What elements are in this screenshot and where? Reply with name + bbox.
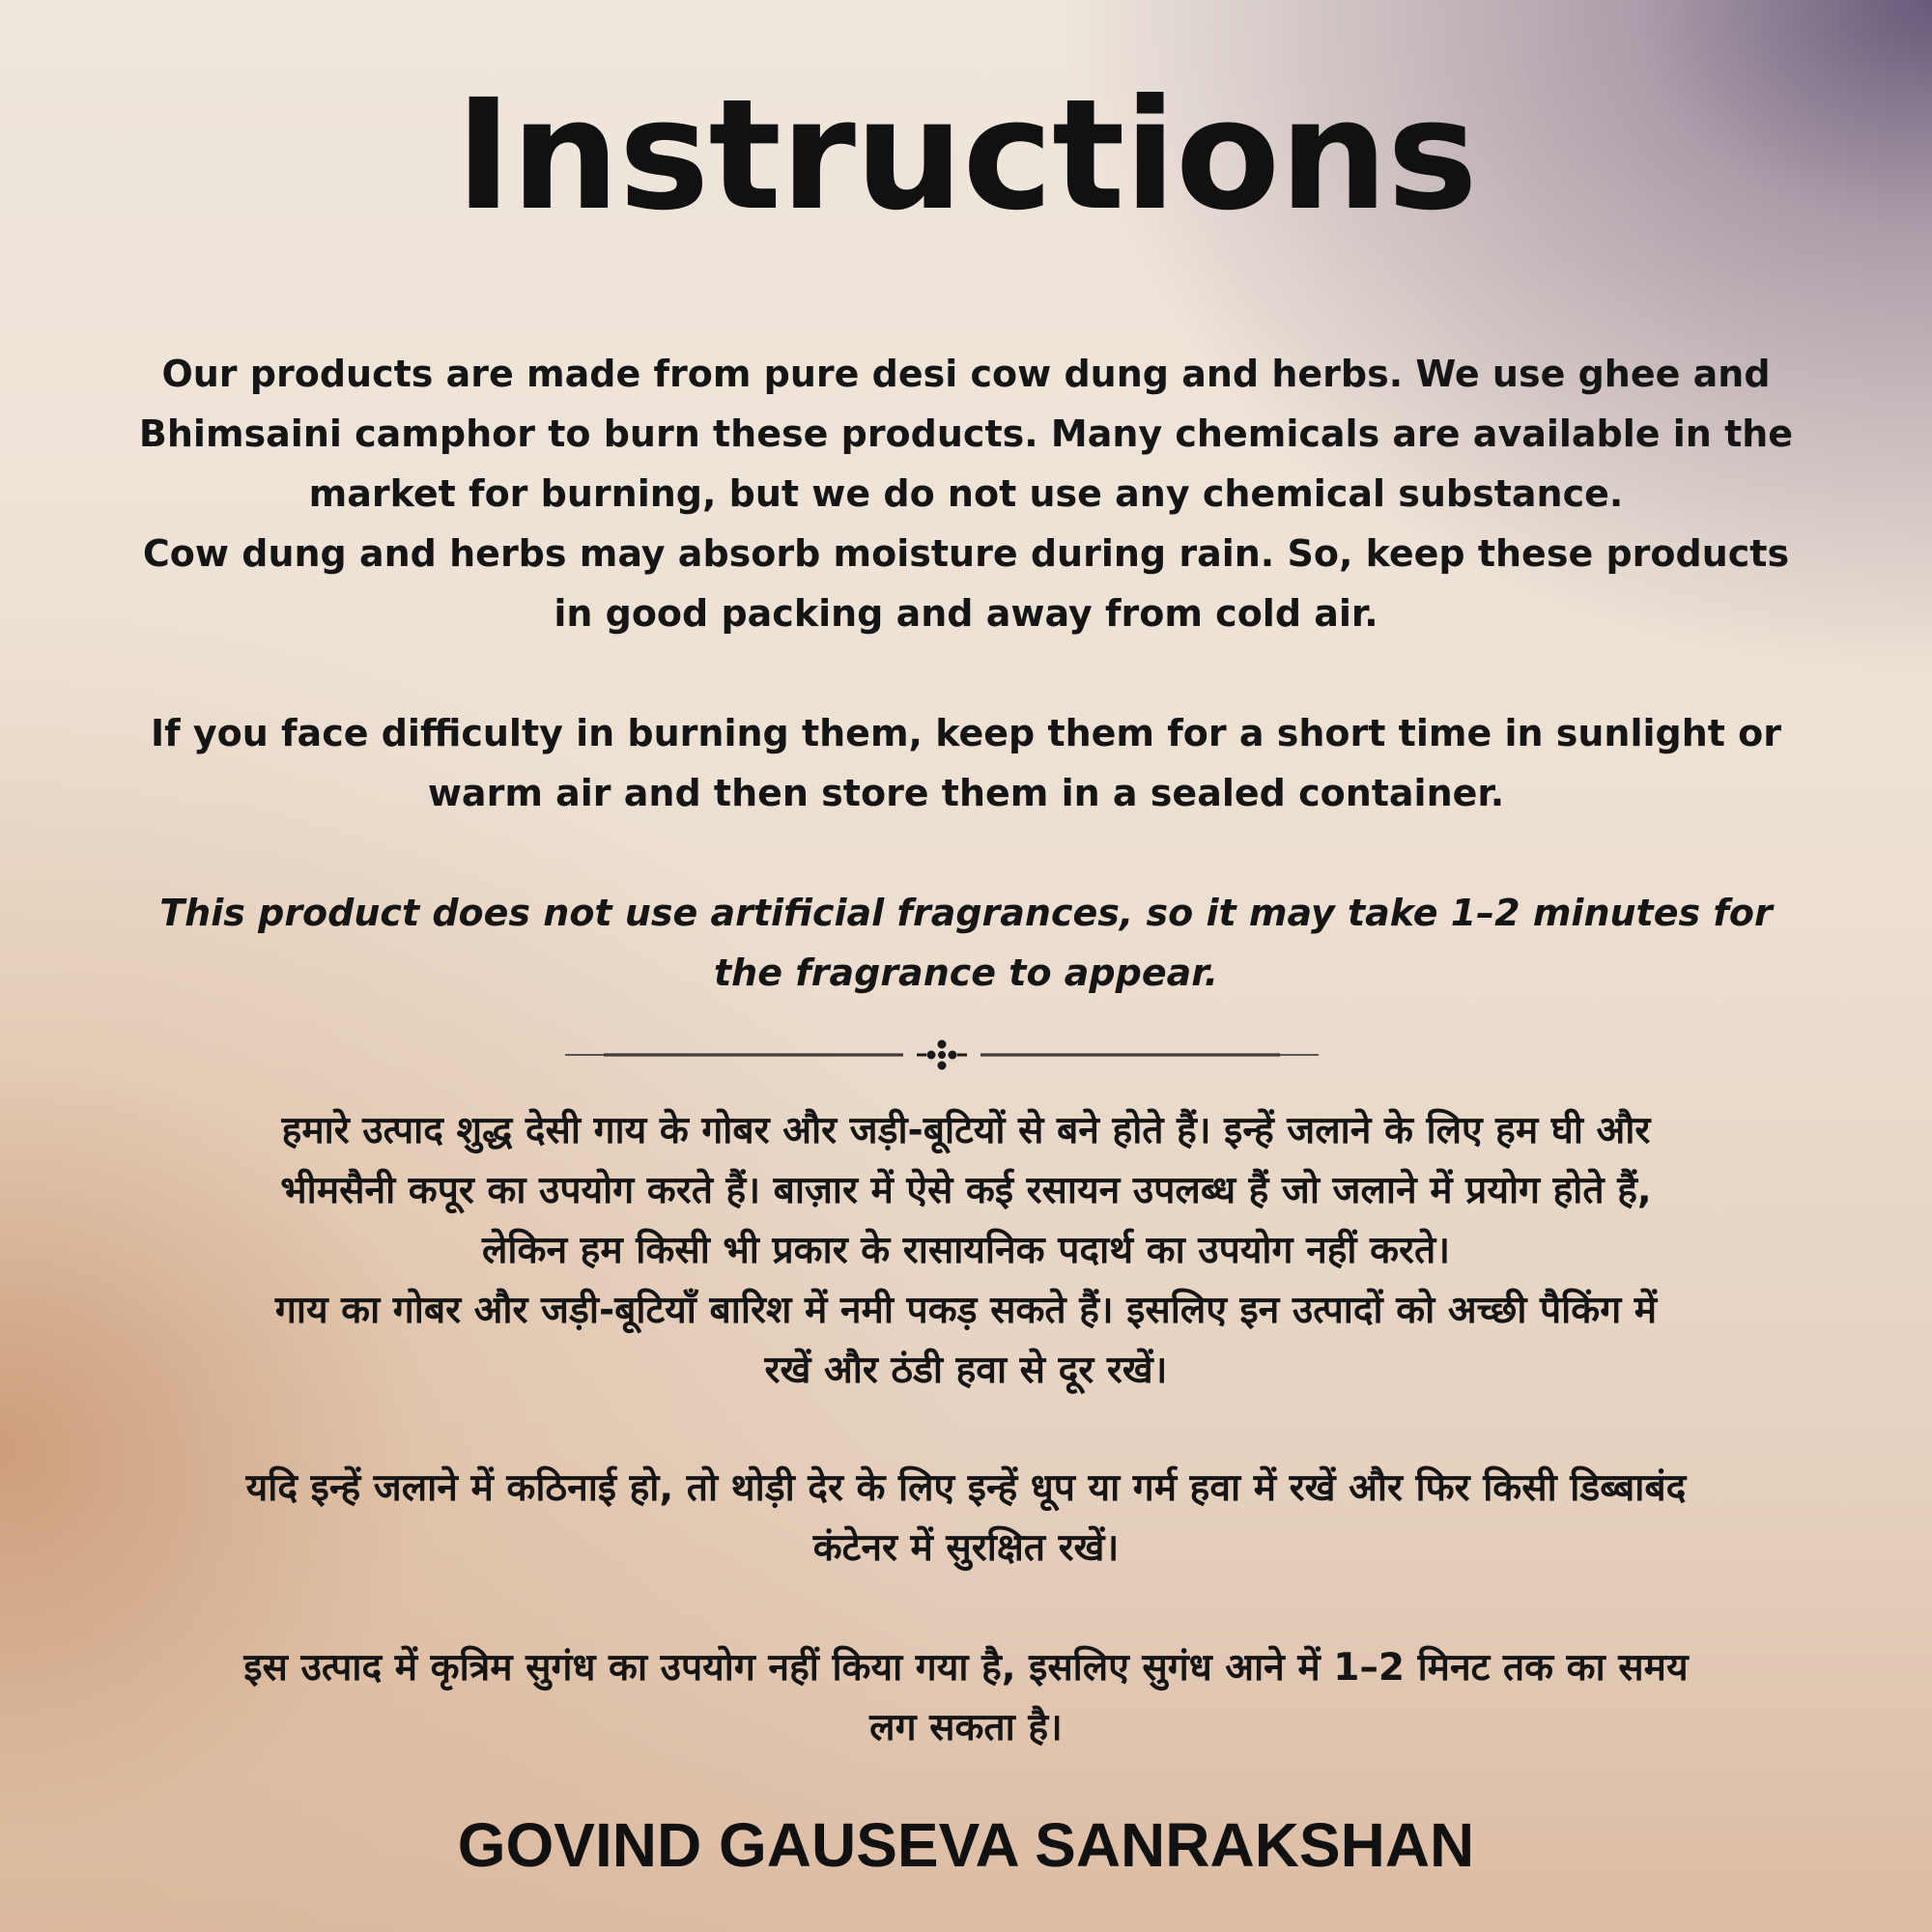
text-line: Bhimsaini camphor to burn these products. Many chemicals are available in the <box>138 412 1794 455</box>
text-line: If you face difficulty in burning them, keep them for a short time in sunlight or <box>150 712 1782 754</box>
text-line: भीमसैनी कपूर का उपयोग करते हैं। बाज़ार में ऐसे कई रसायन उपलब्ध हैं जो जलाने में प्रयोग होते हैं, <box>280 1169 1652 1212</box>
text-line: रखें और ठंडी हवा से दूर रखें। <box>764 1349 1168 1392</box>
hindi-paragraph-fragrance-note <box>126 1638 1806 1758</box>
text-line: market for burning, but we do not use any chemical substance. <box>308 472 1624 515</box>
english-paragraph-ingredients <box>126 344 1806 643</box>
text-line: गाय का गोबर और जड़ी-बूटियाँ बारिश में नमी पकड़ सकते हैं। इसलिए इन उत्पादों को अच्छी पैकिंग में <box>274 1289 1658 1332</box>
text-line: लेकिन हम किसी भी प्रकार के रासायनिक पदार्थ का उपयोग नहीं करते। <box>481 1229 1451 1272</box>
text-line: warm air and then store them in a sealed container. <box>427 772 1505 814</box>
text-line: लग सकता है। <box>869 1706 1063 1749</box>
english-paragraph-burning-tips <box>126 703 1806 823</box>
ornament-flourish-icon <box>565 1040 1319 1070</box>
english-paragraph-fragrance-note <box>126 883 1806 1003</box>
hindi-paragraph-burning-tips <box>126 1459 1806 1578</box>
text-line: हमारे उत्पाद शुद्ध देसी गाय के गोबर और जड़ी-बूटियों से बने होते हैं। इन्हें जलाने के लिए हम घी और <box>281 1109 1651 1152</box>
brand-name-footer: GOVIND GAUSEVA SANRAKSHAN <box>457 1810 1475 1880</box>
page-title: Instructions <box>455 67 1477 244</box>
ornament-divider <box>565 1036 1319 1074</box>
hindi-paragraph-ingredients <box>126 1101 1806 1401</box>
text-line: इस उत्पाद में कृत्रिम सुगंध का उपयोग नहीं किया गया है, इसलिए सुगंध आने में 1–2 मिनट तक का समय <box>243 1646 1689 1690</box>
text-line: the fragrance to appear. <box>713 952 1219 994</box>
text-line: कंटेनर में सुरक्षित रखें। <box>812 1526 1120 1570</box>
text-line: This product does not use artificial fragrances, so it may take 1–2 minutes for <box>159 892 1773 934</box>
text-line: Cow dung and herbs may absorb moisture during rain. So, keep these products <box>142 532 1790 575</box>
text-line: यदि इन्हें जलाने में कठिनाई हो, तो थोड़ी देर के लिए इन्हें धूप या गर्म हवा में रखें और फिर किसी डिब्बाबंद <box>245 1466 1687 1510</box>
text-line: Our products are made from pure desi cow dung and herbs. We use ghee and <box>161 353 1771 395</box>
text-line: in good packing and away from cold air. <box>554 592 1378 635</box>
